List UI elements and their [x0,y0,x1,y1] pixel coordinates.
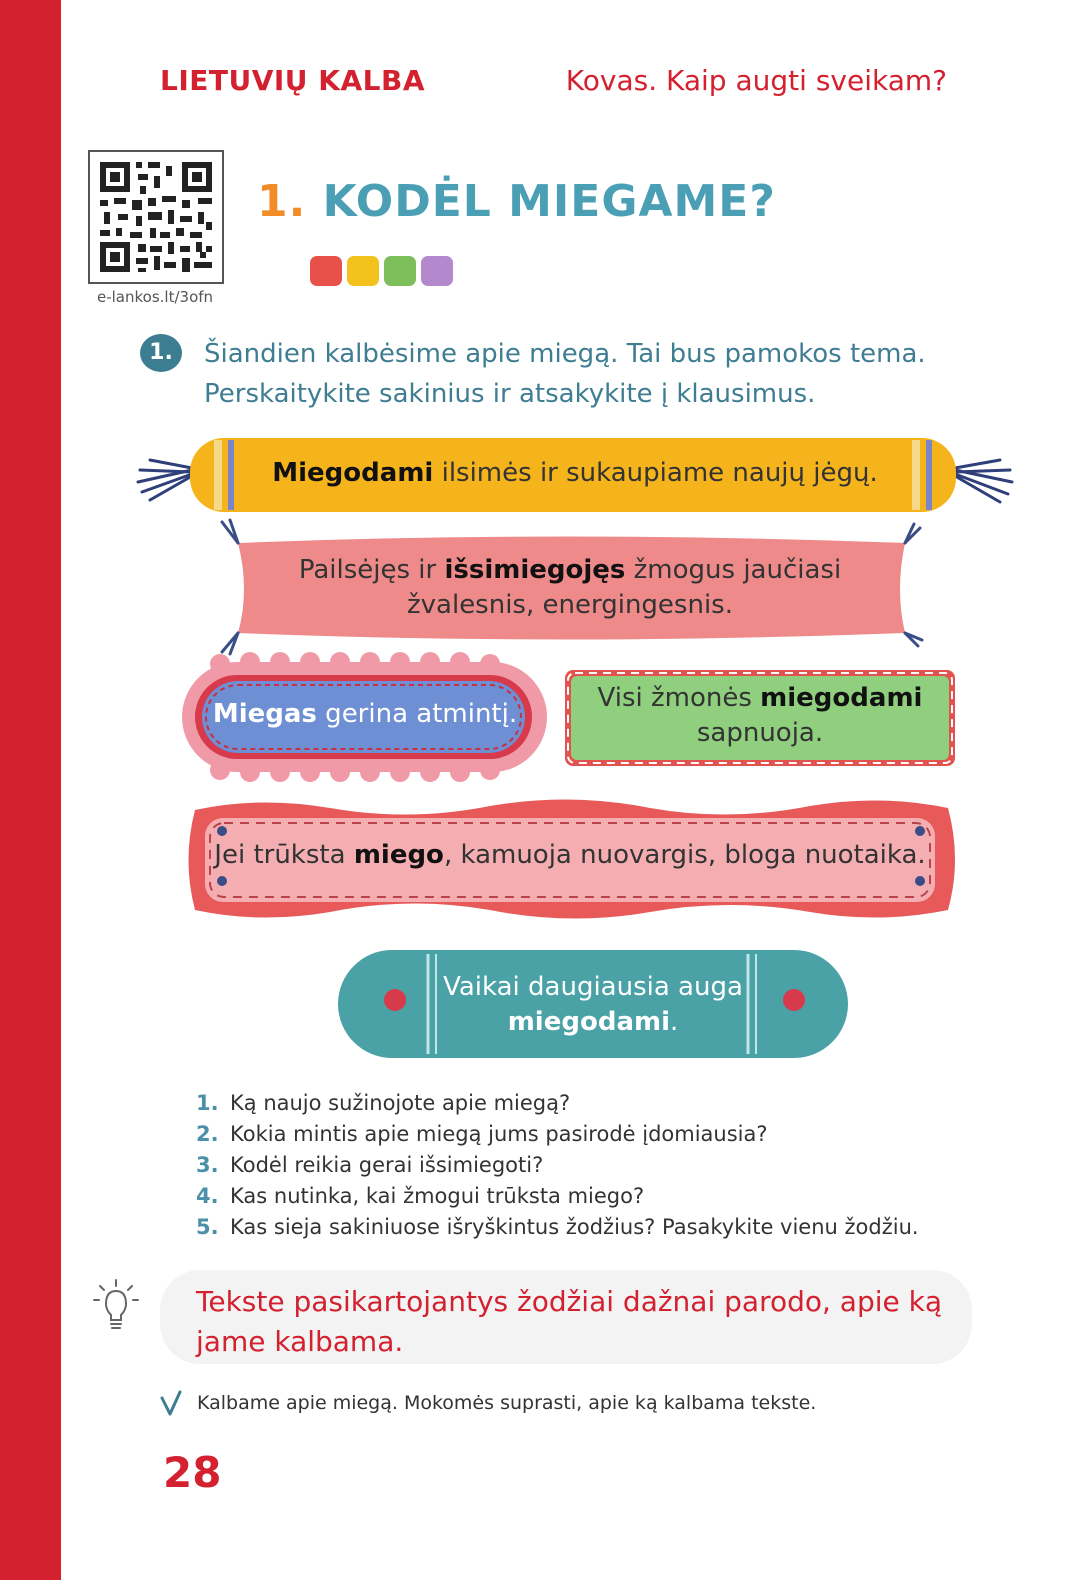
topic-header: Kovas. Kaip augti sveikam? [565,64,947,97]
qr-link[interactable]: e-lankos.lt/3ofn [97,288,214,306]
page-number: 28 [163,1448,222,1497]
tip-text: Tekste pasikartojantys žodžiai dažnai parodo, apie ką jame kalbama. [196,1285,943,1358]
sentence-3: Miegas gerina atmintį. [212,699,518,729]
checkmark-icon [160,1390,182,1416]
question-list [196,1088,919,1243]
lesson-summary: Kalbame apie miegą. Mokomės suprasti, apie ką kalbama tekste. [197,1392,817,1414]
sentence-6: Vaikai daugiausia auga miegodami. [443,972,743,1037]
lightbulb-icon [92,1278,140,1334]
question-item: 5. Kas sieja sakiniuose išryškintus žodžius? Pasakykite vienu žodžiu. [196,1215,919,1239]
task-number-badge: 1. [140,334,182,372]
subject-header: LIETUVIŲ KALBA [160,64,426,97]
sentence-5: Jei trūksta miego, kamuoja nuovargis, bloga nuotaika. [214,840,926,870]
sentence-1: Miegodami ilsimės ir sukaupiame naujų jėgų. [272,458,878,488]
lesson-title-text: KODĖL MIEGAME? [322,176,776,227]
question-item: 1. Ką naujo sužinojote apie miegą? [196,1091,571,1115]
lesson-number: 1. [257,176,307,227]
question-item: 2. Kokia mintis apie miegą jums pasirodė įdomiausia? [196,1122,768,1146]
task-instruction: Šiandien kalbėsime apie miegą. Tai bus pamokos tema. Perskaitykite sakinius ir atsakykite į klausimus. [204,339,926,409]
sentence-4: Visi žmonės miegodami sapnuoja. [597,683,923,748]
question-item: 4. Kas nutinka, kai žmogui trūksta miego? [196,1184,645,1208]
sentence-2: Pailsėjęs ir išsimiegojęs žmogus jaučiasi žvalesnis, energingesnis. [298,555,842,620]
question-item: 3. Kodėl reikia gerai išsimiegoti? [196,1153,544,1177]
